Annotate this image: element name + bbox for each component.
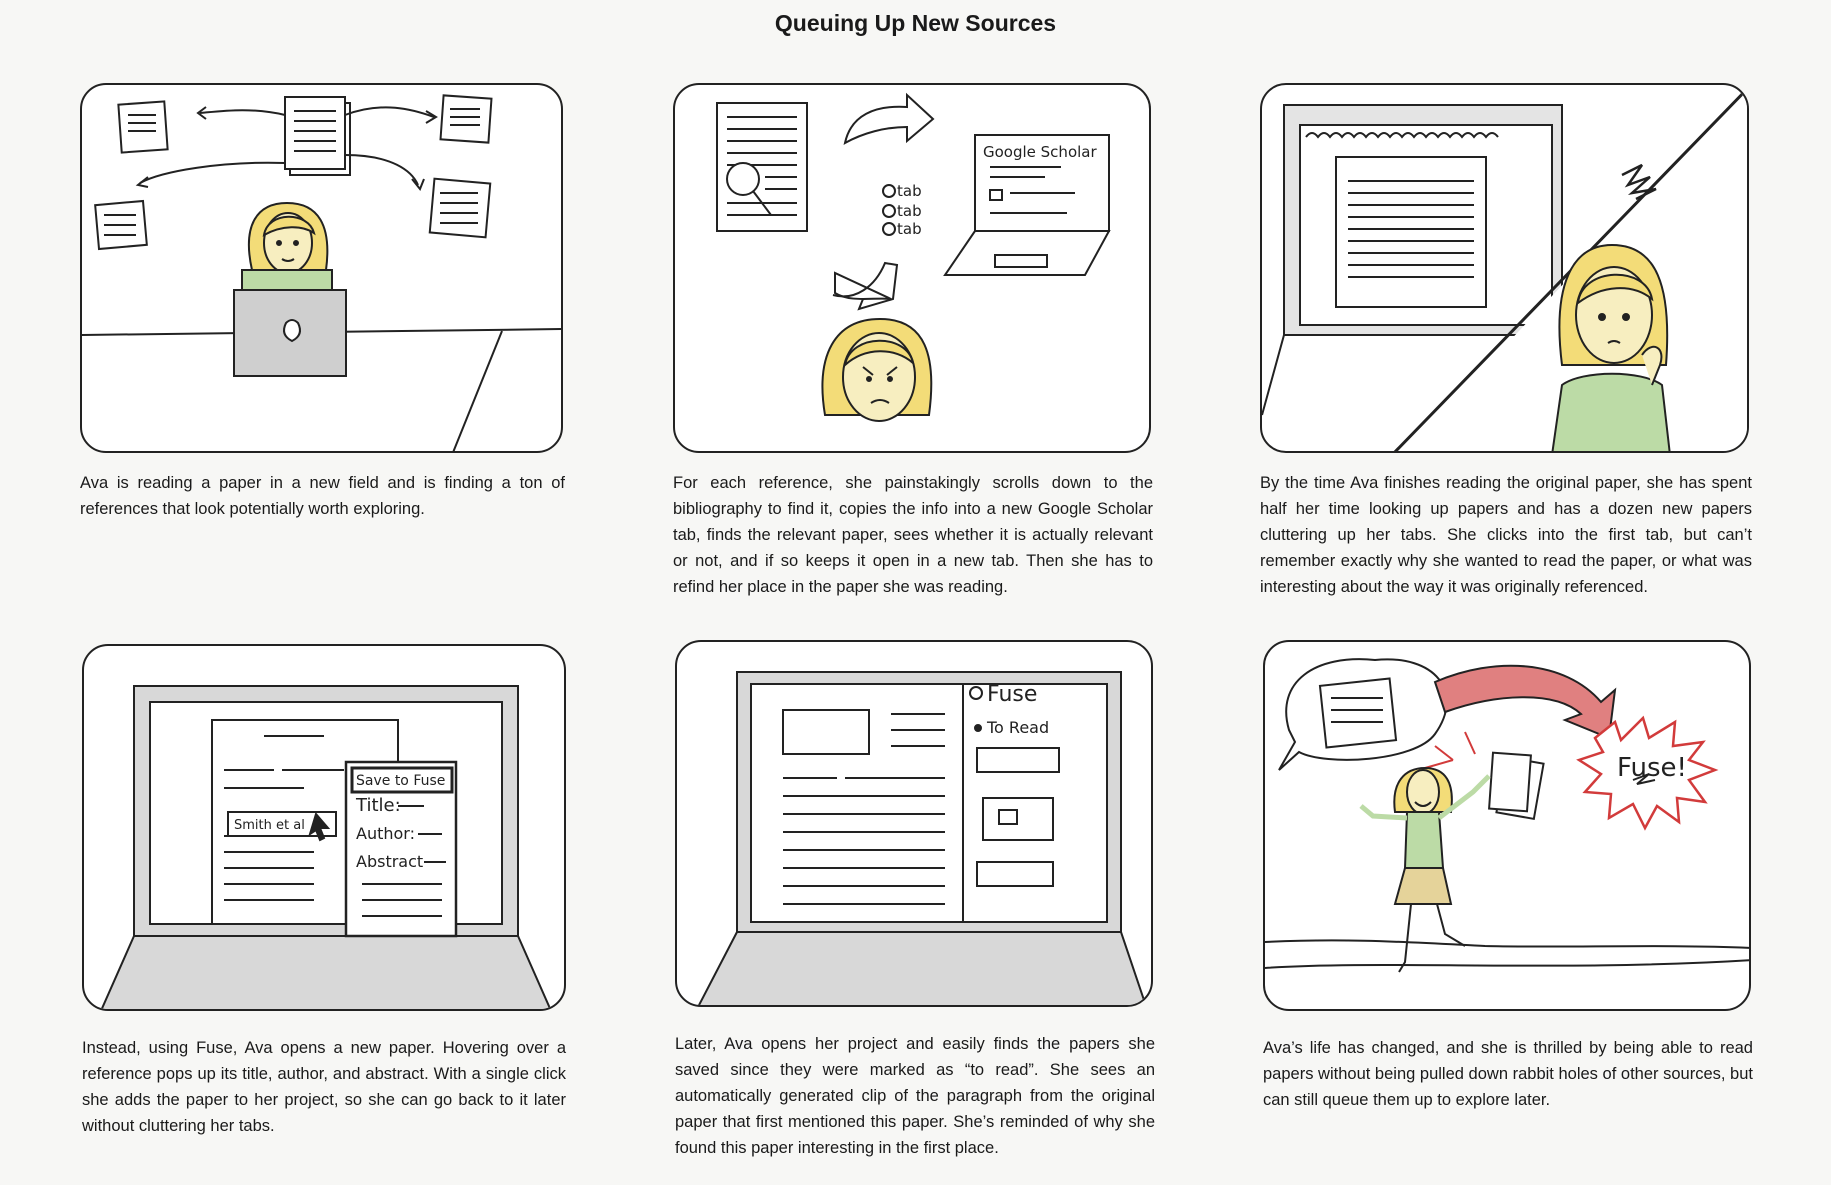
panel-5-illustration: [677, 642, 1153, 1007]
to-read-label: To Read: [987, 718, 1050, 737]
tab-label-1: tab: [897, 182, 922, 200]
panel-2-caption: For each reference, she painstakingly scrolls down to the bibliography to find it, copies the info into a new Google Scholar tab, finds the relevant paper, sees whether it is actually relevant or not, and if so keeps it open in a new tab. Then she has to refind her place in the paper she was reading.: [673, 474, 1153, 596]
save-to-fuse-label: Save to Fuse: [356, 773, 446, 789]
fuse-exclamation-label: Fuse!: [1617, 753, 1687, 783]
author-field-label: Author:: [356, 824, 415, 843]
storyboard-panel-2: [673, 83, 1151, 453]
panel-4-caption: Instead, using Fuse, Ava opens a new paper. Hovering over a reference pops up its title, author, and abstract. With a single click she adds the paper to her project, so she can go back to it later without cluttering her tabs.: [82, 1039, 566, 1135]
panel-5-caption: Later, Ava opens her project and easily finds the papers she saved since they were marked as “to read”. She sees an automatically generated clip of the paragraph from the original paper that first mentioned this paper. She’s reminded of why she found this paper interesting in the first place.: [675, 1035, 1155, 1157]
panel-1-illustration: [82, 85, 563, 453]
storyboard-panel-1: [80, 83, 563, 453]
magnifier-icon: [727, 163, 759, 195]
storyboard-panel-6: [1263, 640, 1751, 1011]
abstract-field-label: Abstract: [356, 852, 424, 871]
saved-paper-card: [977, 748, 1059, 772]
panel-6-caption: Ava’s life has changed, and she is thrilled by being able to read papers without being pulled down rabbit holes of other sources, but can still queue them up to explore later.: [1263, 1039, 1753, 1109]
google-scholar-label: Google Scholar: [983, 143, 1097, 161]
panel-1-caption: Ava is reading a paper in a new field and is finding a ton of references that look potentially worth exploring.: [80, 474, 565, 518]
panel-4-illustration: [84, 646, 566, 1011]
title-field-label: Title:: [356, 795, 401, 816]
fuse-logo-icon: [970, 687, 982, 699]
panel-3-illustration: [1262, 85, 1749, 453]
page-title: Queuing Up New Sources: [774, 10, 1057, 36]
paper-icon: [118, 101, 167, 152]
storyboard-panel-4: [82, 644, 566, 1011]
reference-label: Smith et al: [234, 818, 305, 833]
panel-6-illustration: [1265, 642, 1751, 1011]
tab-label-2: tab: [897, 202, 922, 220]
panel-2-illustration: [675, 85, 1151, 453]
saved-paper-card: [977, 862, 1053, 886]
panel-3-caption: By the time Ava finishes reading the original paper, she has spent half her time looking up papers and has a dozen new papers cluttering up her tabs. She clicks into the first tab, but can’t remember exactly why she wanted to read the paper, or what was interesting about the way it was originally referenced.: [1260, 474, 1752, 596]
storyboard-panel-3: [1260, 83, 1749, 453]
storyboard-panel-5: [675, 640, 1153, 1007]
tab-label-3: tab: [897, 220, 922, 238]
fuse-sidebar-title: Fuse: [987, 682, 1038, 707]
